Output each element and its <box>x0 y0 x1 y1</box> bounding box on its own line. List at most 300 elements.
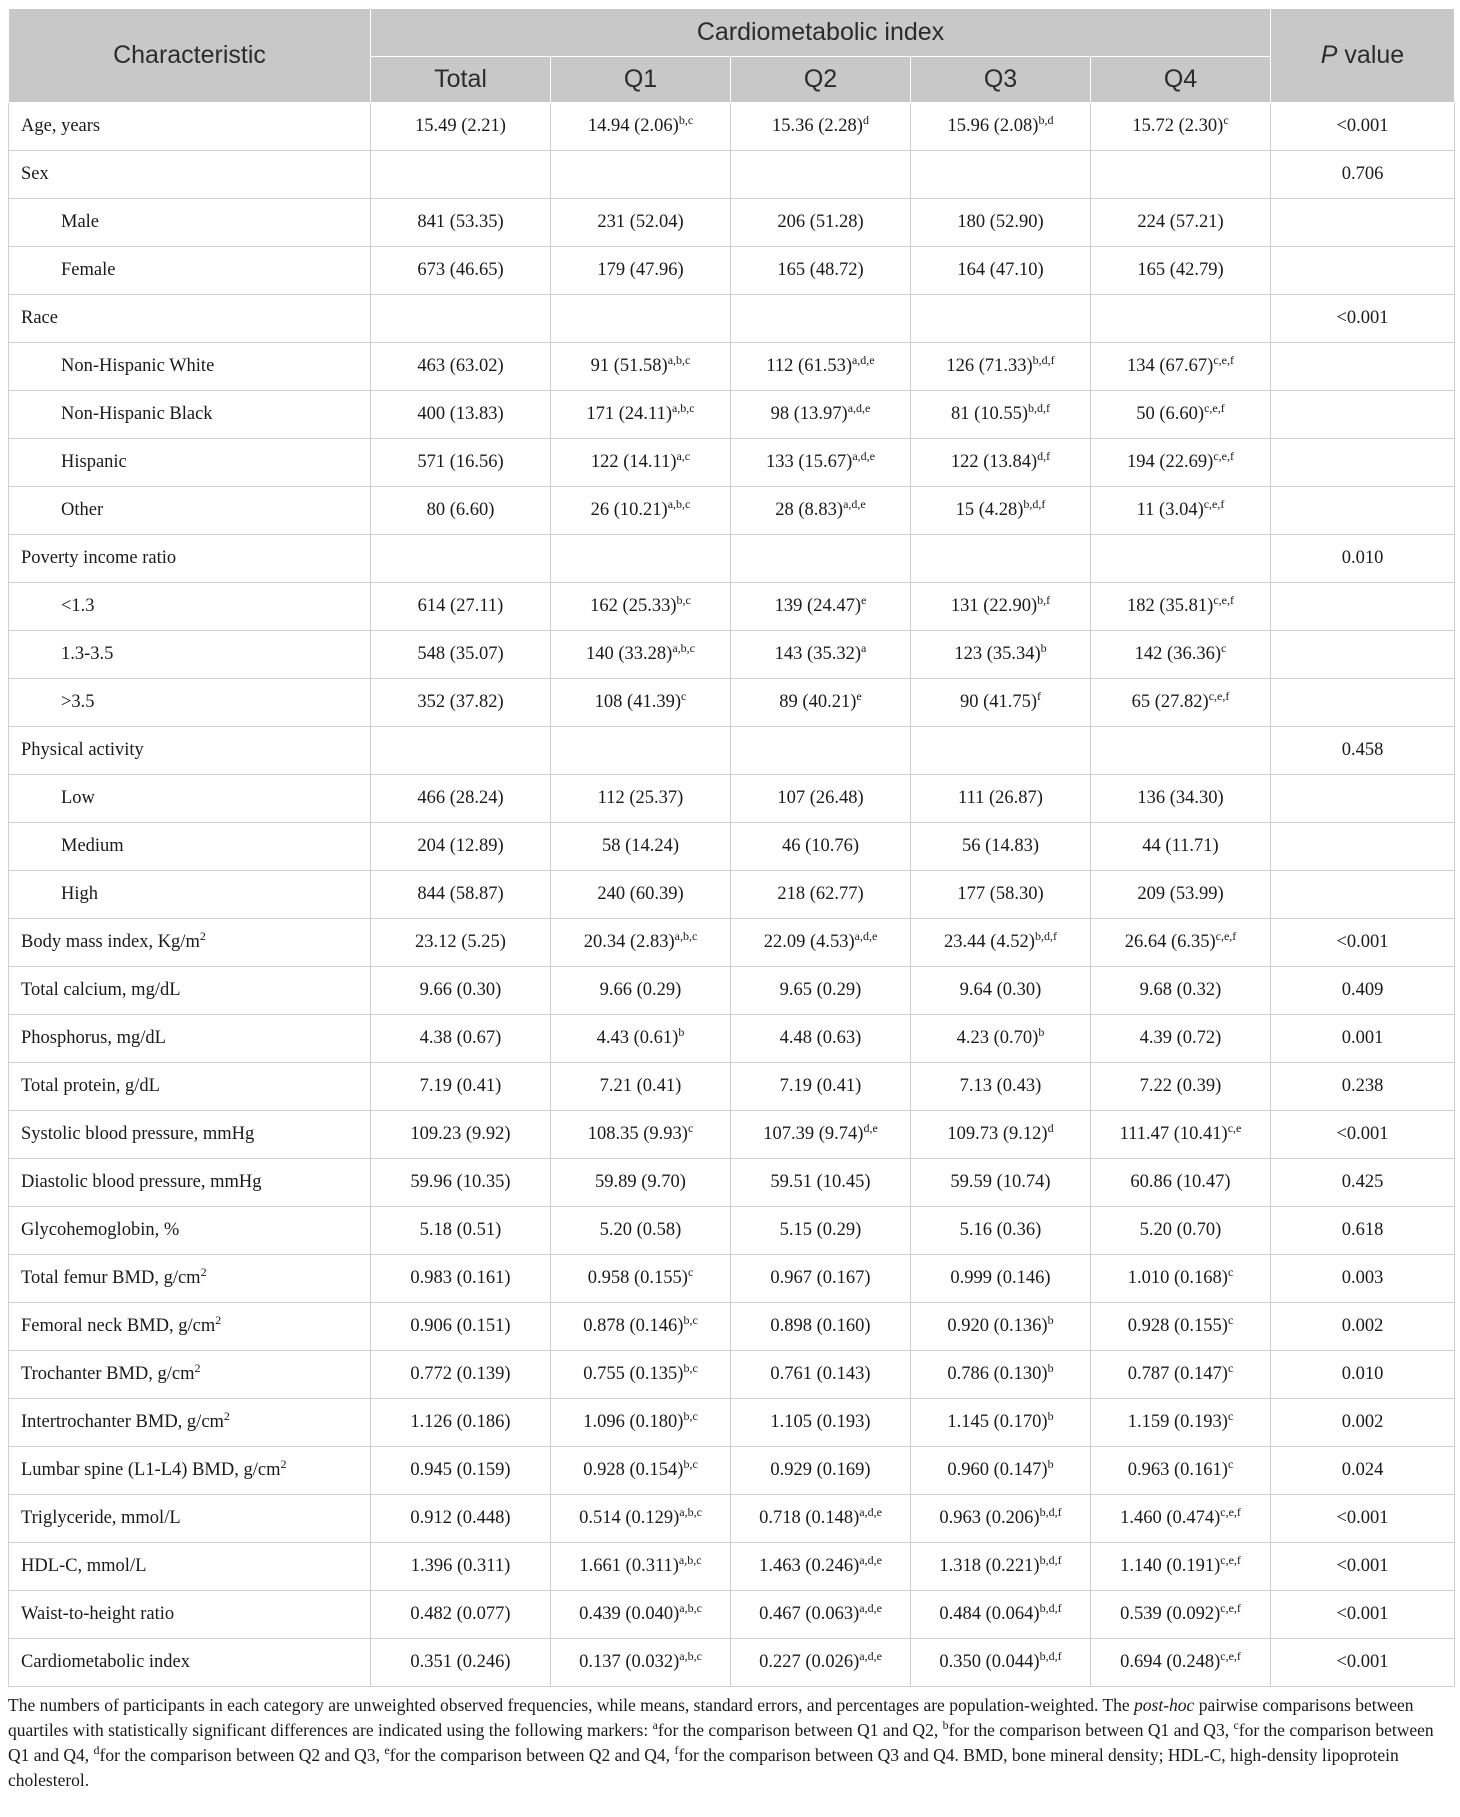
table-row <box>9 1543 1455 1591</box>
cell-value: 23.12 (5.25) <box>415 932 506 952</box>
row-cell <box>551 1447 731 1495</box>
row-cell <box>551 1543 731 1591</box>
row-cell <box>1091 871 1271 919</box>
cell-value: 7.21 (0.41) <box>599 1076 682 1096</box>
cell-value: 108.35 (9.93) <box>587 1124 688 1144</box>
table-row <box>9 247 1455 295</box>
cell-value: 112 (61.53) <box>766 356 852 376</box>
row-cell <box>911 1207 1091 1255</box>
cell-value: 0.958 (0.155) <box>587 1268 688 1288</box>
header-cardiometabolic-index: Cardiometabolic index <box>371 9 1271 57</box>
cell-marker: a,b,c <box>667 496 691 511</box>
row-label-text: Lumbar spine (L1-L4) BMD, g/cm <box>21 1460 281 1480</box>
row-cell <box>371 343 551 391</box>
table-row <box>9 151 1455 199</box>
row-p-value: 0.425 <box>1271 1159 1455 1207</box>
cell-marker: f <box>1037 688 1042 703</box>
row-p-value: 0.010 <box>1271 535 1455 583</box>
row-cell <box>551 1015 731 1063</box>
row-cell <box>911 1399 1091 1447</box>
row-cell <box>1091 1207 1271 1255</box>
table-row <box>9 631 1455 679</box>
row-cell <box>551 247 731 295</box>
row-p-value: <0.001 <box>1271 103 1455 151</box>
cell-marker: c <box>1227 1408 1234 1423</box>
table-row <box>9 1063 1455 1111</box>
row-cell <box>911 583 1091 631</box>
cell-value: 7.13 (0.43) <box>959 1076 1042 1096</box>
row-p-value: <0.001 <box>1271 1543 1455 1591</box>
cell-value: 1.096 (0.180) <box>583 1412 684 1432</box>
cell-value: 26.64 (6.35) <box>1124 932 1216 952</box>
cell-marker: a,b,c <box>672 640 695 655</box>
row-label <box>9 823 371 871</box>
cell-value: 0.928 (0.154) <box>583 1460 684 1480</box>
row-cell <box>911 103 1091 151</box>
row-label <box>9 343 371 391</box>
cell-value: 134 (67.67) <box>1127 356 1214 376</box>
footnote-part2: pairwise comparisons between quartiles with statistically significant differences are indicated using the following markers: <box>8 1695 1414 1740</box>
row-p-value <box>1271 631 1455 679</box>
cell-value: 177 (58.30) <box>957 884 1044 904</box>
row-cell <box>551 679 731 727</box>
table-row <box>9 727 1455 775</box>
row-label-text: 1.3-3.5 <box>61 644 114 664</box>
footnote-marker-text: for the comparison between Q3 and Q4. <box>678 1745 964 1765</box>
row-cell <box>911 199 1091 247</box>
row-cell <box>371 919 551 967</box>
header-p-rest: value <box>1337 41 1405 69</box>
table-row <box>9 487 1455 535</box>
footnote-marker-text: for the comparison between Q2 and Q4, <box>389 1745 675 1765</box>
row-label <box>9 775 371 823</box>
row-cell <box>371 535 551 583</box>
cell-marker: c,e,f <box>1203 496 1225 511</box>
row-cell <box>731 1591 911 1639</box>
row-label <box>9 1159 371 1207</box>
row-label-superscript: 2 <box>199 928 206 943</box>
row-cell <box>731 967 911 1015</box>
row-cell <box>731 535 911 583</box>
row-label-text: Glycohemoglobin, % <box>21 1220 180 1240</box>
row-cell <box>551 1207 731 1255</box>
cell-value: 7.22 (0.39) <box>1139 1076 1222 1096</box>
cell-marker: a,b,c <box>667 352 691 367</box>
row-cell <box>371 775 551 823</box>
cell-value: 126 (71.33) <box>946 356 1033 376</box>
row-p-value <box>1271 247 1455 295</box>
row-cell <box>731 1399 911 1447</box>
row-cell <box>371 1111 551 1159</box>
cell-value: 841 (53.35) <box>417 212 504 232</box>
cell-value: 1.105 (0.193) <box>770 1412 871 1432</box>
row-label <box>9 199 371 247</box>
row-cell <box>911 1159 1091 1207</box>
row-cell <box>911 1111 1091 1159</box>
cell-value: 0.514 (0.129) <box>579 1508 680 1528</box>
row-label-text: Non-Hispanic Black <box>61 404 213 424</box>
cell-marker: a,d,e <box>859 1552 882 1567</box>
row-label <box>9 1351 371 1399</box>
cell-marker: b,c <box>683 1408 698 1423</box>
row-cell <box>371 871 551 919</box>
row-cell <box>371 439 551 487</box>
cell-marker: b,d,f <box>1039 1552 1062 1567</box>
row-label-text: High <box>61 884 98 904</box>
row-cell <box>731 871 911 919</box>
row-label <box>9 919 371 967</box>
row-p-value: 0.238 <box>1271 1063 1455 1111</box>
table-row <box>9 679 1455 727</box>
row-cell <box>731 1303 911 1351</box>
cell-value: 109.23 (9.92) <box>410 1124 511 1144</box>
cell-value: 0.960 (0.147) <box>947 1460 1048 1480</box>
cell-value: 194 (22.69) <box>1127 452 1214 472</box>
row-label <box>9 439 371 487</box>
row-cell <box>1091 439 1271 487</box>
cell-value: 59.96 (10.35) <box>410 1172 511 1192</box>
cell-value: 5.15 (0.29) <box>779 1220 862 1240</box>
table-row <box>9 1111 1455 1159</box>
cell-marker: c <box>1227 1456 1234 1471</box>
row-cell <box>731 1015 911 1063</box>
cell-marker: a,d,e <box>859 1600 882 1615</box>
characteristics-table <box>8 8 1455 1687</box>
cell-value: 162 (25.33) <box>590 596 677 616</box>
cell-value: 111 (26.87) <box>958 788 1043 808</box>
table-row <box>9 1303 1455 1351</box>
row-p-value <box>1271 583 1455 631</box>
row-cell <box>371 103 551 151</box>
cell-value: 136 (34.30) <box>1137 788 1224 808</box>
cell-value: 240 (60.39) <box>597 884 684 904</box>
row-p-value: 0.002 <box>1271 1303 1455 1351</box>
cell-value: 466 (28.24) <box>417 788 504 808</box>
row-cell <box>1091 1399 1271 1447</box>
row-label-text: Sex <box>21 164 49 184</box>
row-label-text: Non-Hispanic White <box>61 356 215 376</box>
table-row <box>9 583 1455 631</box>
row-cell <box>551 1255 731 1303</box>
row-cell <box>551 391 731 439</box>
table-row <box>9 1015 1455 1063</box>
cell-value: 56 (14.83) <box>961 836 1040 856</box>
row-cell <box>911 967 1091 1015</box>
cell-value: 1.396 (0.311) <box>410 1556 511 1576</box>
row-cell <box>551 1063 731 1111</box>
cell-value: 9.66 (0.30) <box>419 980 502 1000</box>
cell-value: 44 (11.71) <box>1142 836 1219 856</box>
row-cell <box>911 295 1091 343</box>
row-cell <box>1091 391 1271 439</box>
row-label-text: Body mass index, Kg/m <box>21 932 200 952</box>
cell-value: 0.963 (0.161) <box>1127 1460 1228 1480</box>
row-cell <box>1091 1159 1271 1207</box>
row-cell <box>1091 1639 1271 1687</box>
row-label-text: >3.5 <box>61 692 95 712</box>
row-cell <box>911 439 1091 487</box>
cell-value: 463 (63.02) <box>417 356 504 376</box>
cell-marker: b <box>1047 1408 1054 1423</box>
row-p-value: 0.409 <box>1271 967 1455 1015</box>
cell-value: 0.786 (0.130) <box>947 1364 1048 1384</box>
cell-value: 122 (13.84) <box>950 452 1038 472</box>
cell-marker: e <box>856 688 862 703</box>
footnote-marker-sup: d <box>93 1742 100 1757</box>
cell-value: 107 (26.48) <box>777 788 864 808</box>
row-label <box>9 1543 371 1591</box>
row-label-text: Other <box>61 500 104 520</box>
cell-value: 206 (51.28) <box>777 212 864 232</box>
row-cell <box>371 1543 551 1591</box>
row-label-text: Femoral neck BMD, g/cm <box>21 1316 216 1336</box>
cell-value: 844 (58.87) <box>417 884 504 904</box>
row-label-text: Age, years <box>21 116 101 136</box>
row-cell <box>731 1063 911 1111</box>
row-label-text: <1.3 <box>61 596 95 616</box>
row-cell <box>1091 679 1271 727</box>
row-cell <box>371 1351 551 1399</box>
row-cell <box>551 823 731 871</box>
cell-value: 0.963 (0.206) <box>939 1508 1040 1528</box>
cell-value: 131 (22.90) <box>950 596 1038 616</box>
row-label <box>9 967 371 1015</box>
cell-value: 165 (42.79) <box>1137 260 1224 280</box>
cell-marker: b <box>1047 1312 1054 1327</box>
row-cell <box>911 1015 1091 1063</box>
row-label-text: Systolic blood pressure, mmHg <box>21 1124 255 1144</box>
table-row <box>9 1351 1455 1399</box>
footnote-marker-text: for the comparison between Q1 and Q3, <box>948 1720 1234 1740</box>
cell-value: 0.227 (0.026) <box>759 1652 860 1672</box>
row-cell <box>1091 1255 1271 1303</box>
cell-marker: c,e,f <box>1213 352 1234 367</box>
cell-value: 4.23 (0.70) <box>956 1028 1039 1048</box>
cell-value: 1.318 (0.221) <box>939 1556 1040 1576</box>
table-row <box>9 439 1455 487</box>
cell-marker: c <box>1223 112 1229 127</box>
cell-value: 91 (51.58) <box>590 356 668 376</box>
table-row <box>9 1447 1455 1495</box>
cell-marker: c,e,f <box>1220 1600 1241 1615</box>
row-cell <box>1091 1063 1271 1111</box>
row-label-text: Diastolic blood pressure, mmHg <box>21 1172 262 1192</box>
row-label <box>9 535 371 583</box>
cell-value: 23.44 (4.52) <box>944 932 1035 952</box>
row-label-text: Hispanic <box>61 452 127 472</box>
cell-value: 4.39 (0.72) <box>1139 1028 1222 1048</box>
cell-value: 1.159 (0.193) <box>1127 1412 1228 1432</box>
row-cell <box>551 1159 731 1207</box>
row-cell <box>911 487 1091 535</box>
row-cell <box>371 1255 551 1303</box>
cell-value: 142 (36.36) <box>1134 644 1221 664</box>
row-label <box>9 1255 371 1303</box>
cell-value: 26 (10.21) <box>590 500 668 520</box>
cell-value: 9.64 (0.30) <box>959 980 1042 1000</box>
cell-value: 1.463 (0.246) <box>759 1556 860 1576</box>
footnote-marker-sup: a <box>652 1717 658 1732</box>
cell-value: 15 (4.28) <box>955 500 1024 520</box>
header-characteristic: Characteristic <box>9 9 371 103</box>
row-cell <box>731 679 911 727</box>
cell-marker: b,d,f <box>1039 1504 1062 1519</box>
row-cell <box>551 199 731 247</box>
cell-marker: c <box>1227 1312 1234 1327</box>
cell-value: 352 (37.82) <box>417 692 504 712</box>
cell-value: 15.49 (2.21) <box>415 116 506 136</box>
row-p-value <box>1271 487 1455 535</box>
cell-value: 0.772 (0.139) <box>410 1364 511 1384</box>
row-label <box>9 1111 371 1159</box>
cell-value: 400 (13.83) <box>417 404 504 424</box>
cell-value: 164 (47.10) <box>957 260 1044 280</box>
header-q2: Q2 <box>731 57 911 103</box>
row-cell <box>1091 343 1271 391</box>
cell-value: 1.661 (0.311) <box>579 1556 679 1576</box>
cell-marker: c <box>687 1264 694 1279</box>
cell-value: 81 (10.55) <box>950 404 1029 424</box>
cell-value: 0.539 (0.092) <box>1120 1604 1221 1624</box>
cell-value: 180 (52.90) <box>957 212 1044 232</box>
row-cell <box>371 1207 551 1255</box>
row-label-text: Poverty income ratio <box>21 548 177 568</box>
cell-marker: a <box>861 640 867 655</box>
cell-value: 1.126 (0.186) <box>410 1412 511 1432</box>
cell-marker: c,e,f <box>1220 1648 1241 1663</box>
table-row <box>9 535 1455 583</box>
row-cell <box>911 151 1091 199</box>
row-cell <box>1091 295 1271 343</box>
cell-value: 5.16 (0.36) <box>959 1220 1042 1240</box>
cell-value: 0.906 (0.151) <box>410 1316 511 1336</box>
cell-marker: d <box>1047 1120 1054 1135</box>
row-cell <box>371 583 551 631</box>
footnote-marker-sup: b <box>942 1717 949 1732</box>
row-label <box>9 1063 371 1111</box>
table-container <box>8 8 1454 1793</box>
cell-marker: b <box>1038 1024 1045 1039</box>
row-label-text: Physical activity <box>21 740 144 760</box>
table-row <box>9 343 1455 391</box>
header-total: Total <box>371 57 551 103</box>
cell-value: 65 (27.82) <box>1131 692 1209 712</box>
row-label <box>9 871 371 919</box>
cell-marker: c,e,f <box>1213 448 1234 463</box>
row-label <box>9 247 371 295</box>
row-cell <box>731 487 911 535</box>
row-cell <box>911 1303 1091 1351</box>
cell-value: 0.467 (0.063) <box>759 1604 860 1624</box>
row-cell <box>1091 1303 1271 1351</box>
row-p-value: 0.024 <box>1271 1447 1455 1495</box>
cell-marker: b,d,f <box>1039 1600 1062 1615</box>
row-label <box>9 1447 371 1495</box>
row-cell <box>551 1303 731 1351</box>
table-row <box>9 1591 1455 1639</box>
row-label <box>9 103 371 151</box>
cell-value: 0.694 (0.248) <box>1120 1652 1221 1672</box>
cell-value: 4.48 (0.63) <box>779 1028 862 1048</box>
row-cell <box>1091 631 1271 679</box>
row-cell <box>731 631 911 679</box>
footnote-marker-text: for the comparison between Q1 and Q2, <box>657 1720 943 1740</box>
cell-value: 9.68 (0.32) <box>1139 980 1222 1000</box>
cell-value: 0.137 (0.032) <box>579 1652 680 1672</box>
footnote-marker-text: for the comparison between Q2 and Q3, <box>99 1745 385 1765</box>
cell-marker: d <box>862 112 869 127</box>
table-row <box>9 1159 1455 1207</box>
table-row <box>9 103 1455 151</box>
cell-value: 7.19 (0.41) <box>779 1076 862 1096</box>
cell-marker: c <box>687 1120 694 1135</box>
row-cell <box>1091 583 1271 631</box>
row-cell <box>1091 199 1271 247</box>
cell-value: 0.787 (0.147) <box>1127 1364 1228 1384</box>
cell-marker: c <box>1221 640 1227 655</box>
cell-marker: a,d,e <box>847 400 871 415</box>
row-cell <box>551 535 731 583</box>
row-cell <box>371 631 551 679</box>
row-cell <box>371 199 551 247</box>
cell-marker: d,e <box>863 1120 878 1135</box>
row-cell <box>551 1351 731 1399</box>
row-label-superscript: 2 <box>280 1456 287 1471</box>
cell-marker: a,b,c <box>671 400 695 415</box>
cell-marker: a,d,e <box>859 1648 882 1663</box>
row-cell <box>731 295 911 343</box>
cell-value: 143 (35.32) <box>774 644 861 664</box>
cell-value: 20.34 (2.83) <box>583 932 675 952</box>
row-label <box>9 727 371 775</box>
cell-value: 59.51 (10.45) <box>770 1172 871 1192</box>
cell-value: 22.09 (4.53) <box>763 932 855 952</box>
row-cell <box>911 823 1091 871</box>
cell-value: 5.20 (0.70) <box>1139 1220 1222 1240</box>
row-cell <box>731 391 911 439</box>
cell-marker: a,d,e <box>851 352 875 367</box>
row-label <box>9 1591 371 1639</box>
row-cell <box>911 1447 1091 1495</box>
cell-marker: b,d,f <box>1032 352 1055 367</box>
cell-marker: b,c <box>676 592 691 607</box>
cell-marker: a,d,e <box>843 496 866 511</box>
cell-value: 80 (6.60) <box>426 500 495 520</box>
row-cell <box>1091 487 1271 535</box>
cell-value: 5.18 (0.51) <box>419 1220 502 1240</box>
row-cell <box>551 727 731 775</box>
row-cell <box>371 1639 551 1687</box>
row-p-value: <0.001 <box>1271 1639 1455 1687</box>
cell-value: 0.928 (0.155) <box>1127 1316 1228 1336</box>
cell-value: 1.140 (0.191) <box>1120 1556 1221 1576</box>
cell-value: 15.36 (2.28) <box>772 116 863 136</box>
row-label-superscript: 2 <box>194 1360 201 1375</box>
row-cell <box>911 343 1091 391</box>
row-cell <box>371 1063 551 1111</box>
table-row <box>9 199 1455 247</box>
row-cell <box>911 871 1091 919</box>
row-label <box>9 391 371 439</box>
row-cell <box>551 1639 731 1687</box>
row-cell <box>1091 1015 1271 1063</box>
cell-value: 0.755 (0.135) <box>583 1364 684 1384</box>
row-label <box>9 631 371 679</box>
row-cell <box>1091 151 1271 199</box>
row-cell <box>371 151 551 199</box>
row-p-value <box>1271 775 1455 823</box>
row-cell <box>911 1591 1091 1639</box>
